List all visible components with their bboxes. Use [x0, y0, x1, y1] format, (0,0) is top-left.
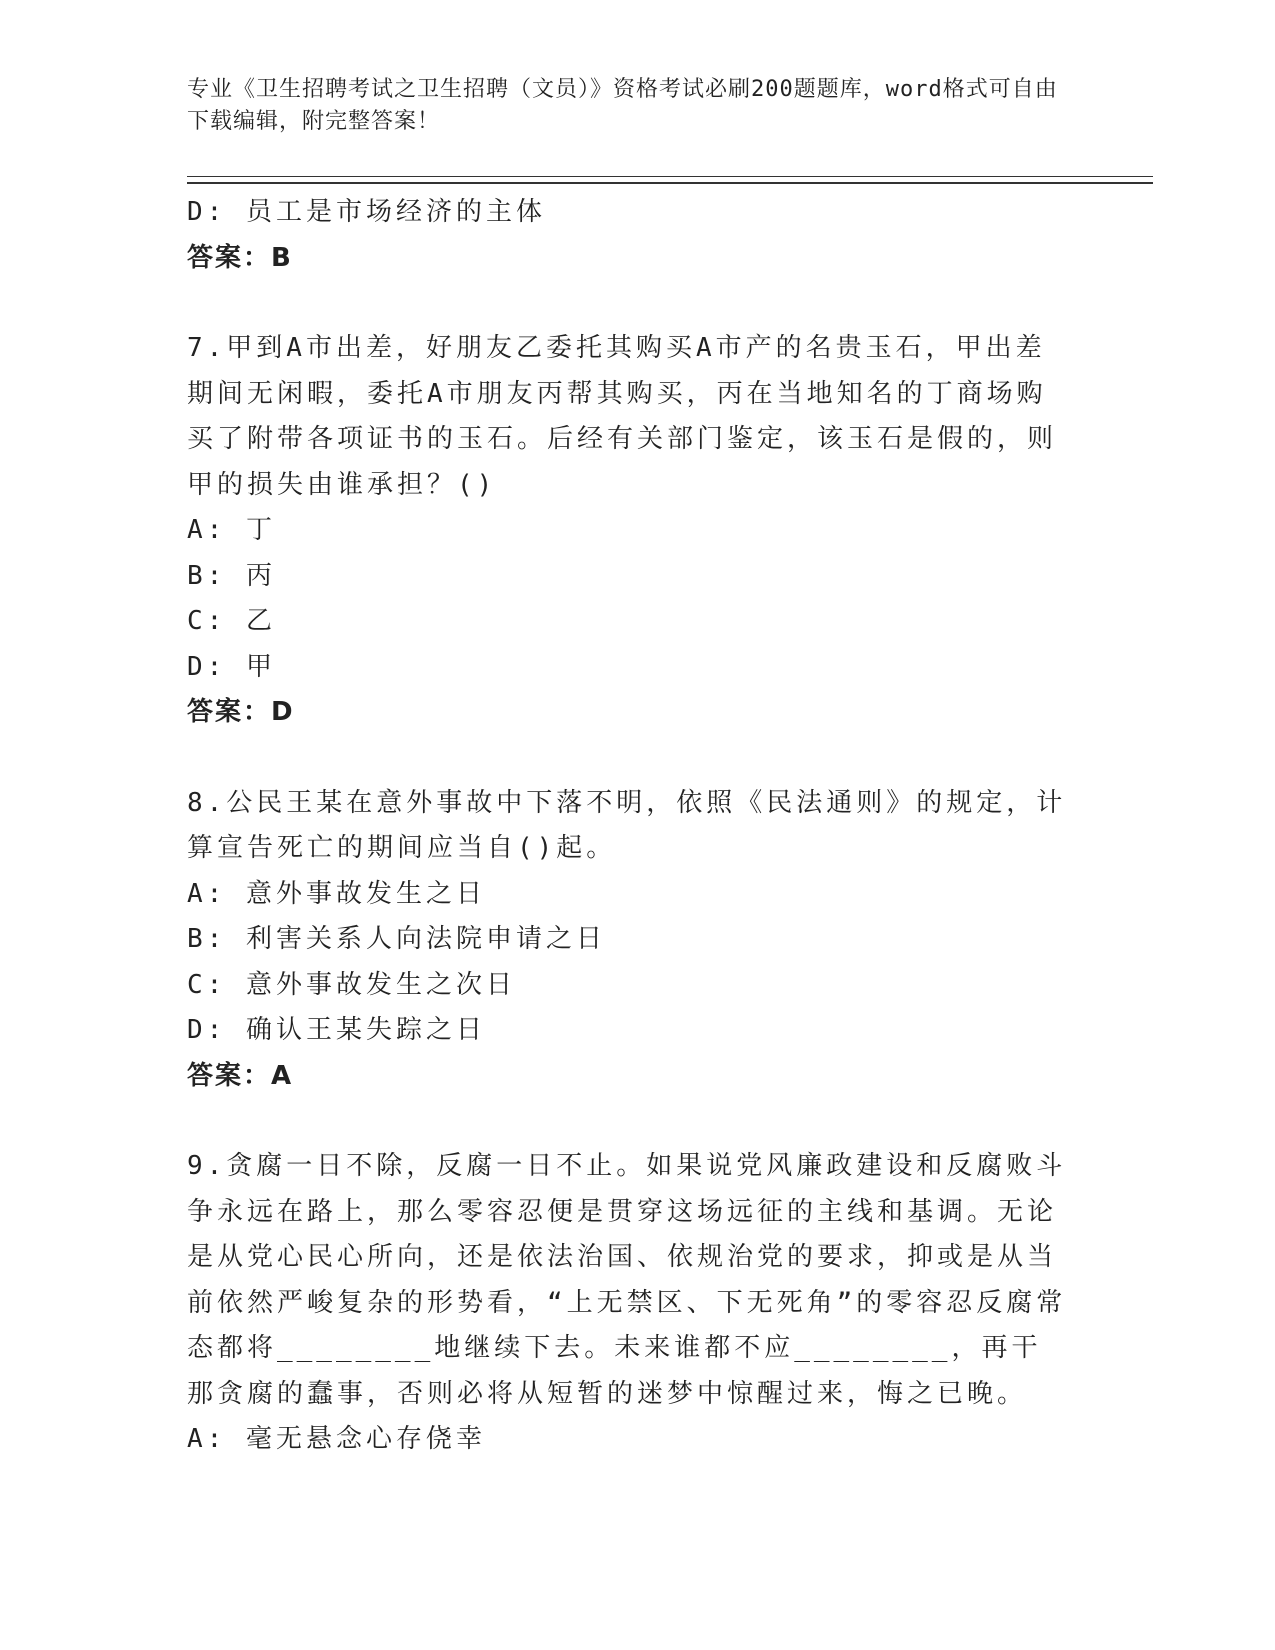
option-c: C: 意外事故发生之次日: [187, 969, 516, 1000]
answer-line: 答案：D: [187, 697, 295, 727]
document-header: 专业《卫生招聘考试之卫生招聘（文员）》资格考试必刷200题题库，word格式可自由下载编辑，附完整答案！: [187, 77, 1058, 134]
header-divider: [187, 176, 1153, 184]
answer-line: 答案：A: [187, 1060, 294, 1091]
option-d: D: 甲: [187, 651, 276, 682]
option-d: D: 员工是市场经济的主体: [187, 197, 546, 227]
option-a: A: 丁: [187, 515, 276, 545]
document-body: [187, 190, 1067, 1463]
option-b: B: 利害关系人向法院申请之日: [187, 924, 606, 954]
option-b: B: 丙: [187, 560, 276, 591]
option-a: A: 意外事故发生之日: [187, 878, 486, 909]
option-d: D: 确认王某失踪之日: [187, 1015, 486, 1045]
option-a: A: 毫无悬念心存侥幸: [187, 1424, 486, 1454]
question-8: [187, 781, 1067, 1100]
option-c: C: 乙: [187, 606, 276, 636]
question-7: [187, 326, 1067, 736]
question-stem: 7.甲到A市出差，好朋友乙委托其购买A市产的名贵玉石，甲出差期间无闲暇，委托A市朋友丙帮其购买，丙在当地知名的丁商场购买了附带各项证书的玉石。后经有关部门鉴定，该玉石是假的，则甲的损失由谁承担？(): [187, 333, 1058, 500]
question-stem: 9.贪腐一日不除，反腐一日不止。如果说党风廉政建设和反腐败斗争永远在路上，那么零容忍便是贯穿这场远征的主线和基调。无论是从党心民心所向，还是依法治国、依规治党的要求，抑或是从当前依然严峻复杂的形势看，“上无禁区、下无死角”的零容忍反腐常态都将________地继续下去。未来谁都不应________，再干那贪腐的蠢事，否则必将从短暂的迷梦中惊醒过来，悔之已晚。: [187, 1151, 1067, 1409]
answer-line: 答案：B: [187, 242, 293, 273]
question-9: [187, 1144, 1067, 1463]
question-stem: 8.公民王某在意外事故中下落不明，依照《民法通则》的规定，计算宣告死亡的期间应当自()起。: [187, 787, 1067, 863]
